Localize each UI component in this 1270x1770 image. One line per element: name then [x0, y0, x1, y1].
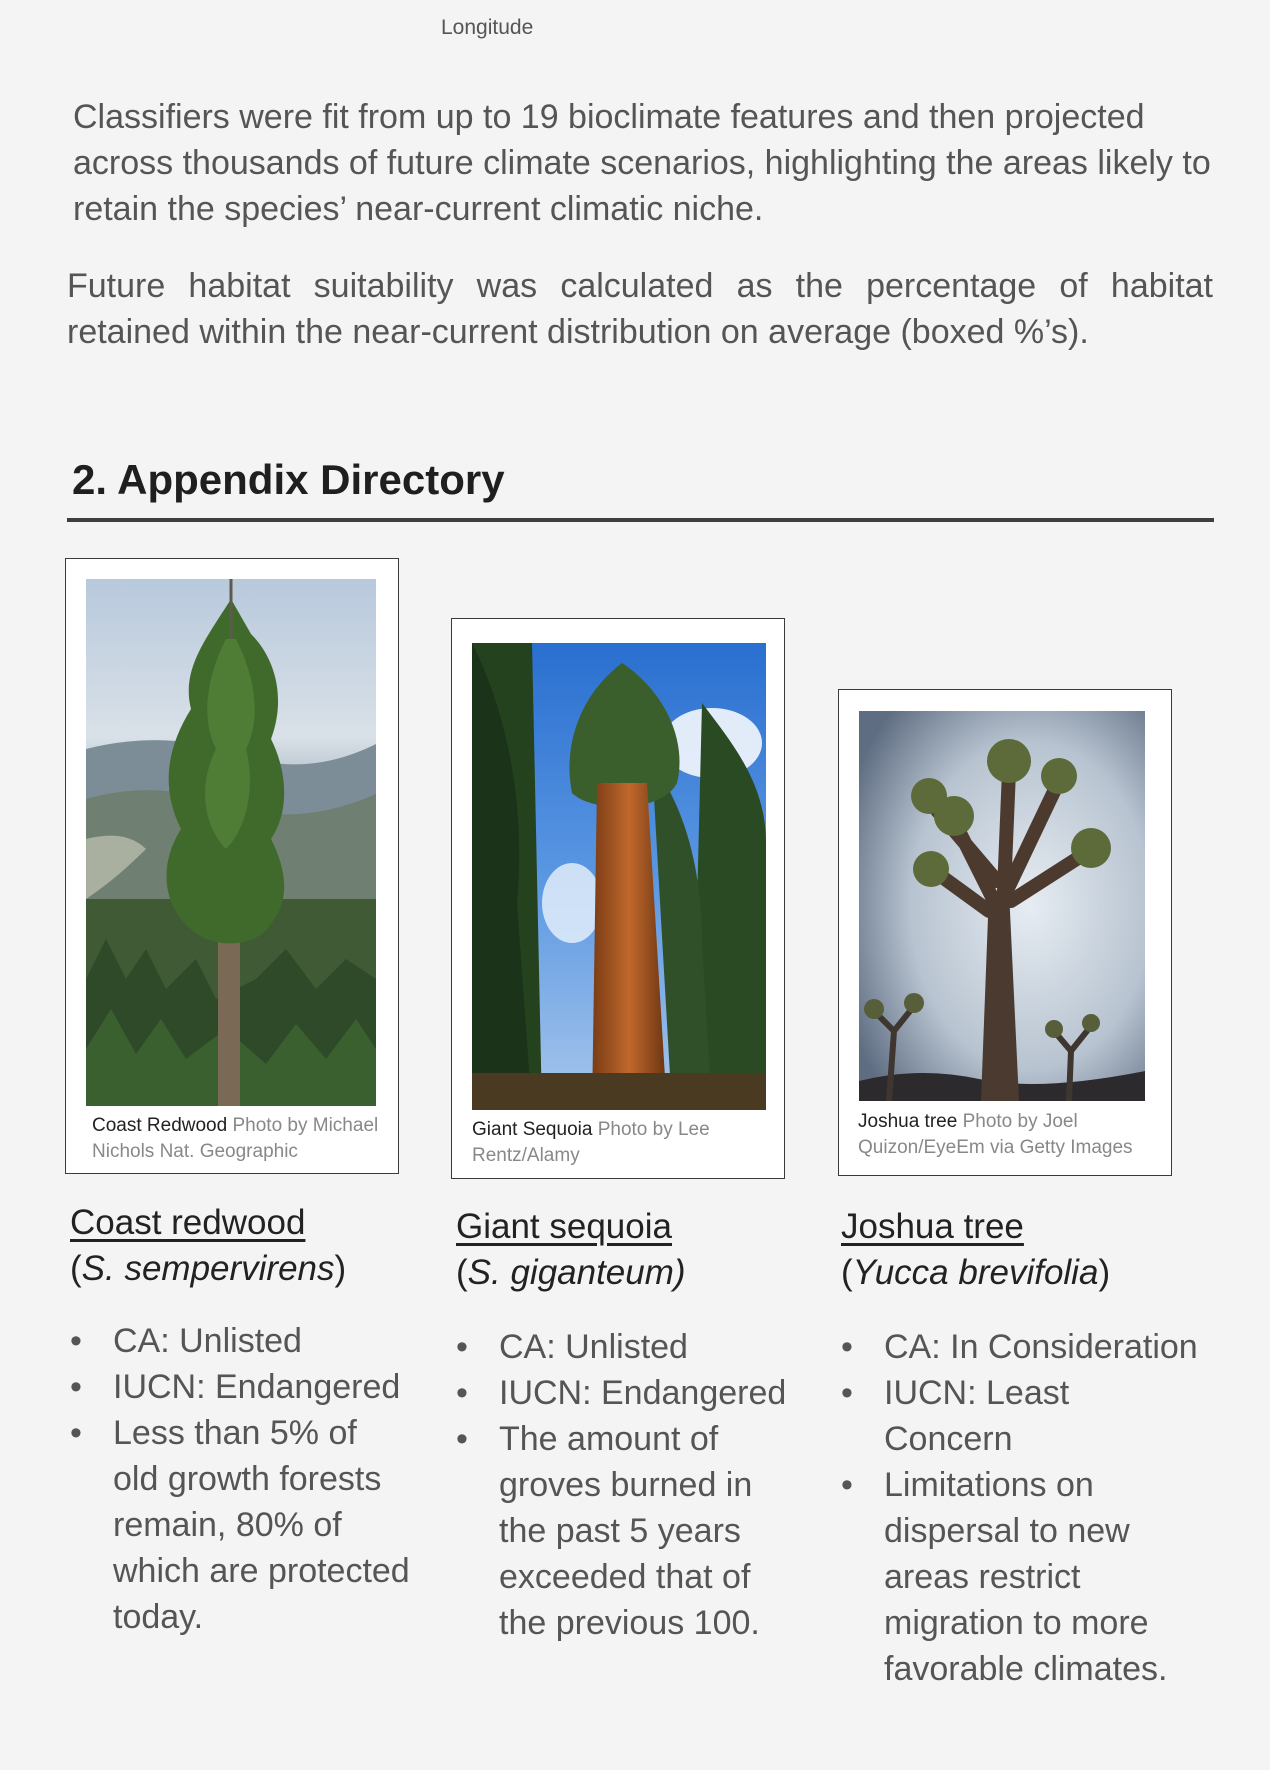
joshua-tree-scientific-name: Yucca brevifolia — [852, 1253, 1099, 1292]
joshua-tree-facts — [841, 1324, 1201, 1692]
giant-sequoia-common-name: Giant sequoia — [456, 1207, 672, 1246]
coast-redwood-caption-name: Coast Redwood — [92, 1115, 228, 1136]
giant-sequoia-caption-name: Giant Sequoia — [472, 1119, 593, 1140]
joshua-tree-title — [841, 1204, 1181, 1296]
fact-item: • CA: In Consideration — [841, 1324, 1201, 1370]
coast-redwood-close-paren: ) — [334, 1249, 347, 1288]
section-divider — [67, 518, 1214, 522]
joshua-tree-common-name: Joshua tree — [841, 1207, 1024, 1246]
giant-sequoia-caption — [472, 1117, 772, 1169]
giant-sequoia-facts — [456, 1324, 796, 1646]
giant-sequoia-caption-credit: Photo by Lee Rentz/Alamy — [472, 1119, 710, 1166]
fact-item: • Less than 5% of old growth forests remain, 80% of which are protected today. — [70, 1410, 410, 1640]
joshua-tree-open-paren: ( — [841, 1253, 853, 1292]
coast-redwood-facts — [70, 1318, 410, 1640]
coast-redwood-open-paren: ( — [70, 1249, 82, 1288]
fact-item: • The amount of groves burned in the past 5 years exceeded that of the previous 100. — [456, 1416, 796, 1646]
joshua-tree-caption-name: Joshua tree — [858, 1111, 958, 1132]
coast-redwood-photo — [86, 579, 376, 1106]
fact-item: • Limitations on dispersal to new areas restrict migration to more favorable climates. — [841, 1462, 1201, 1692]
fact-item: • CA: Unlisted — [70, 1318, 410, 1364]
giant-sequoia-open-paren: ( — [456, 1253, 468, 1292]
giant-sequoia-scientific-name: S. giganteum) — [467, 1253, 686, 1292]
fact-item: • IUCN: Least Concern — [841, 1370, 1201, 1462]
joshua-tree-photo — [859, 711, 1145, 1101]
fact-item: • CA: Unlisted — [456, 1324, 796, 1370]
joshua-tree-caption — [858, 1109, 1158, 1161]
joshua-tree-caption-credit: Photo by Joel Quizon/EyeEm via Getty Images — [858, 1111, 1133, 1158]
map-axis-label-longitude: Longitude — [441, 16, 534, 39]
suitability-paragraph: Future habitat suitability was calculated as the percentage of habitat retained within the near-current distribution on average (boxed %’s). — [67, 267, 1213, 351]
giant-sequoia-title — [456, 1204, 776, 1296]
coast-redwood-common-name: Coast redwood — [70, 1203, 306, 1242]
coast-redwood-title — [70, 1200, 390, 1292]
section-title: 2. Appendix Directory — [72, 456, 505, 503]
joshua-tree-close-paren: ) — [1098, 1253, 1111, 1292]
coast-redwood-caption-credit: Photo by Michael Nichols Nat. Geographic — [92, 1115, 379, 1162]
fact-item: • IUCN: Endangered — [70, 1364, 410, 1410]
coast-redwood-scientific-name: S. sempervirens — [81, 1249, 335, 1288]
methods-paragraph: Classifiers were fit from up to 19 bioclimate features and then projected across thousands of future climate scenarios, highlighting the areas likely to retain the species’ near-current climatic niche. — [73, 98, 1211, 228]
coast-redwood-caption — [92, 1113, 392, 1165]
fact-item: • IUCN: Endangered — [456, 1370, 796, 1416]
giant-sequoia-photo — [472, 643, 766, 1110]
